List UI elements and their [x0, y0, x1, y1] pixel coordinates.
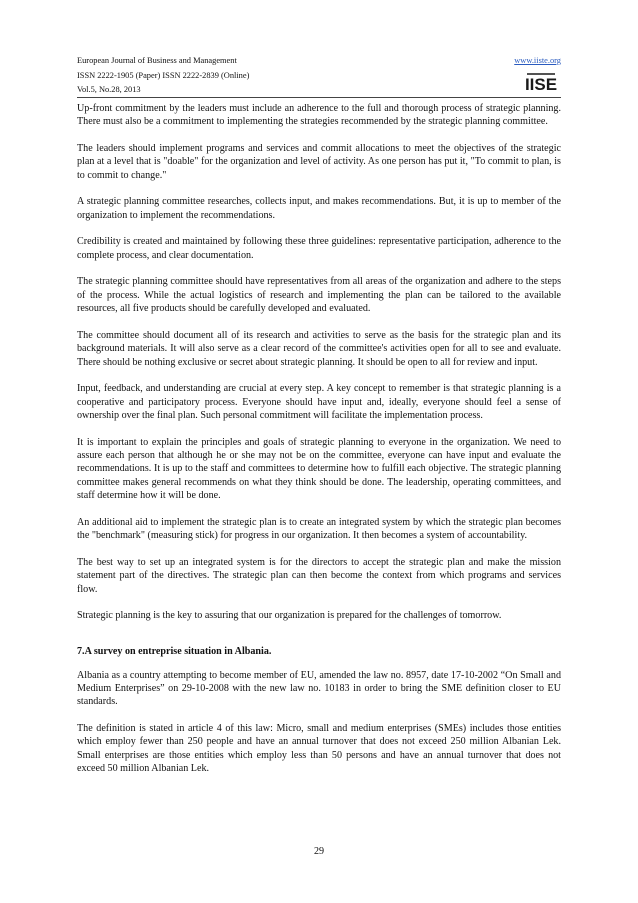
paragraph: Credibility is created and maintained by following these three guidelines: representative participation, adherence to the complete process, and clear documentation. [77, 236, 561, 261]
paragraph: Albania as a country attempting to become member of EU, amended the law no. 8957, date 17-10-2002 “On Small and Medium Enterprises” on 29-10-2008 with the new law no. 10183 in order to bring the SME definition closer to EU standards. [77, 669, 561, 708]
journal-name: European Journal of Business and Management [77, 56, 237, 65]
volume-line: Vol.5, No.28, 2013 [77, 85, 141, 94]
paragraph: The best way to set up an integrated system is for the directors to accept the strategic plan and make the mission statement part of the directives. The strategic plan can then become the context from which programs and services flow. [77, 556, 561, 595]
paragraph: The strategic planning committee should have representatives from all areas of the organization and adhere to the steps of the process. While the actual logistics of research and implementing the plan can be tailored to the available resources, all five products should be carefully developed and evaluated. [77, 276, 561, 315]
paragraph: A strategic planning committee researches, collects input, and makes recommendations. But, it is up to member of the organization to implement the recommendations. [77, 196, 561, 221]
iiste-logo [521, 69, 561, 97]
logo-text: IISE [524, 75, 558, 94]
paragraph: The committee should document all of its research and activities to serve as the basis for the strategic plan and its background materials. It will also serve as a clear record of the committee's activities open for all to see and evaluate. There should be nothing exclusive or secret about strategic planning. It should be open to all for review and input. [77, 329, 561, 368]
paragraph: Input, feedback, and understanding are crucial at every step. A key concept to remember is that strategic planning is a cooperative and participatory process. Everyone should have input and, ideally, everyone should feel a sense of ownership over the final plan. Such personal commitment will facilitate the implementation process. [77, 383, 561, 422]
paragraph: An additional aid to implement the strategic plan is to create an integrated system by which the strategic plan becomes the "benchmark" (measuring stick) for progress in our organization. It then becomes a system of accountability. [77, 516, 561, 542]
paragraph: The definition is stated in article 4 of this law: Micro, small and medium enterprises (SMEs) includes those entities which employ fewer than 250 people and have an annual turnover that does not exceed 250 million Albanian Lek. Small enterprises are those entities which employ less than 50 persons and have an annual turnover that does not exceed 50 million Albanian Lek. [77, 722, 561, 775]
running-header [77, 54, 561, 98]
paragraph: It is important to explain the principles and goals of strategic planning to everyone in the organization. We need to assure each person that although he or she may not be on the committee, everyone can have input and evaluate the recommendations. It is up to the staff and committees to determine how to fulfill each objective. The strategic planning committee makes general recommends on what they think should be done. The leadership, operating committees, and staff determine how it will be done. [77, 436, 561, 502]
paragraph: Up-front commitment by the leaders must include an adherence to the full and thorough process of strategic planning. There must also be a commitment to implementing the strategies recommended by the strategic planning committee. [77, 103, 561, 128]
page-number: 29 [313, 846, 325, 857]
paragraph: Strategic planning is the key to assuring that our organization is prepared for the challenges of tomorrow. [77, 610, 502, 622]
header-divider [77, 97, 561, 98]
section-heading: 7.A survey on entreprise situation in Albania. [77, 645, 272, 657]
article-body [77, 102, 561, 789]
paragraph: The leaders should implement programs and services and commit allocations to meet the objectives of the strategic plan at a level that is "doable" for the organization and level of activity. As one person has put it, "To commit to plan, is to commit to change." [77, 143, 561, 181]
issn-line: ISSN 2222-1905 (Paper) ISSN 2222-2839 (Online) [77, 70, 250, 80]
journal-url-link[interactable]: www.iiste.org [514, 56, 561, 65]
